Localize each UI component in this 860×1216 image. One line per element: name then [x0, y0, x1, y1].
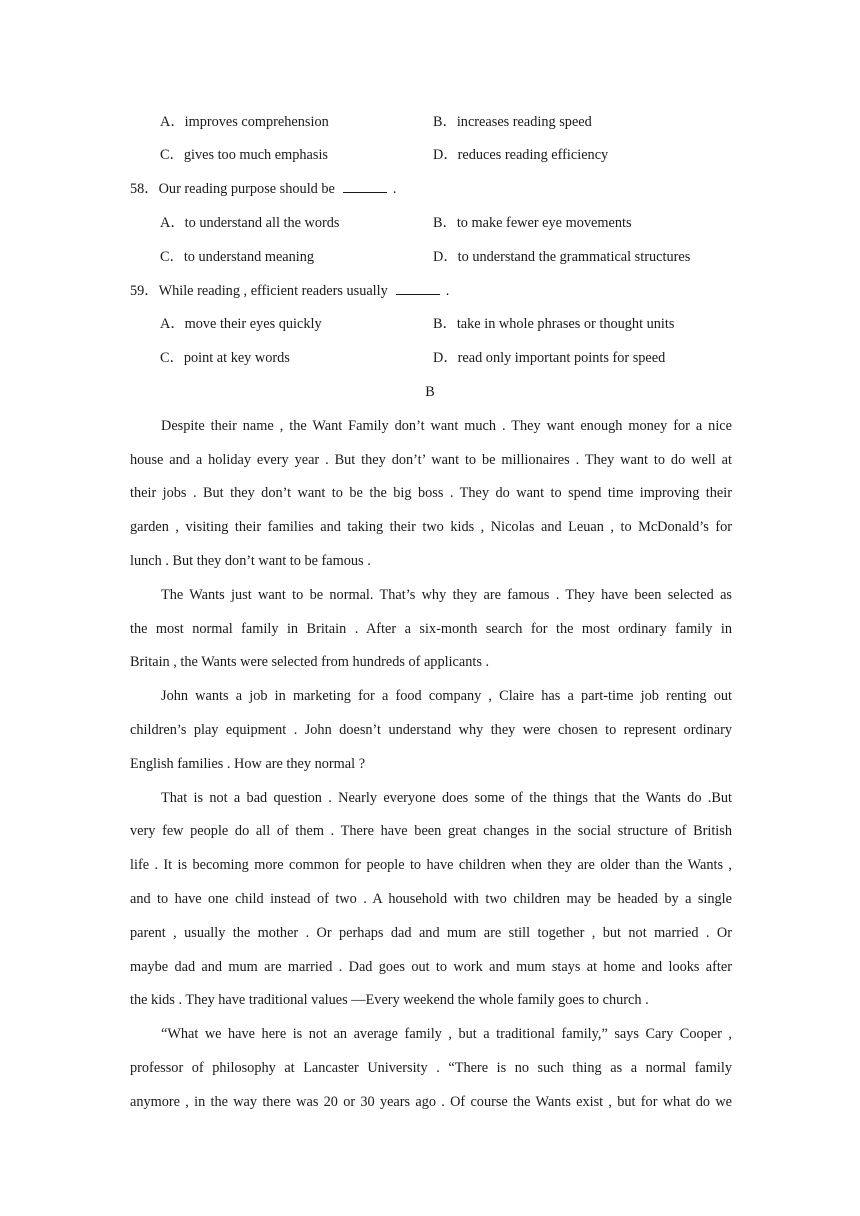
q59-options-row-2 — [160, 347, 760, 369]
q58-stem-end: . — [392, 181, 397, 197]
q59-option-a: A．move their eyes quickly — [160, 316, 322, 332]
section-heading-b: B — [425, 384, 435, 400]
q58-stem-text: 58．Our reading purpose should be — [130, 181, 335, 197]
passage-line: very few people do all of them . There have been great changes in the social structure of British — [130, 823, 732, 839]
passage-line: English families . How are they normal ? — [130, 756, 366, 772]
passage-line: anymore , in the way there was 20 or 30 years ago . Of course the Wants exist , but for what do we — [130, 1094, 732, 1110]
q57-option-d: D．reduces reading efficiency — [433, 147, 609, 163]
q59-options-row-1 — [160, 313, 760, 335]
q59-stem-end: . — [445, 283, 450, 299]
passage-line: lunch . But they don’t want to be famous . — [130, 553, 371, 569]
q59-option-d: D．read only important points for speed — [433, 350, 666, 366]
q59-stem-text: 59．While reading , efficient readers usually — [130, 283, 388, 299]
passage-line: the most normal family in Britain . After a six-month search for the most ordinary family in — [130, 621, 732, 637]
passage-line: maybe dad and mum are married . Dad goes out to work and mum stays at home and looks after — [130, 959, 732, 975]
q58-option-a: A．to understand all the words — [160, 215, 340, 231]
q57-options-row-2 — [160, 144, 760, 166]
q59-option-b: B．take in whole phrases or thought units — [433, 316, 675, 332]
passage-line: children’s play equipment . John doesn’t understand why they were chosen to represent ordinary — [130, 722, 732, 738]
passage-line: The Wants just want to be normal. That’s why they are famous . They have been selected as — [161, 587, 732, 603]
q58-options-row-2 — [160, 246, 760, 268]
passage-line: their jobs . But they don’t want to be the big boss . They do want to spend time improving their — [130, 485, 732, 501]
passage-line: house and a holiday every year . But they don’t’ want to be millionaires . They want to do well at — [130, 452, 732, 468]
q58-options-row-1 — [160, 212, 760, 234]
passage-line: life . It is becoming more common for people to have children when they are older than the Wants , — [130, 857, 732, 873]
passage-line: professor of philosophy at Lancaster University . “There is no such thing as a normal family — [130, 1060, 732, 1076]
q58-option-b: B．to make fewer eye movements — [433, 215, 632, 231]
passage-line: parent , usually the mother . Or perhaps dad and mum are still together , but not married . Or — [130, 925, 732, 941]
q58-option-c: C．to understand meaning — [160, 249, 315, 265]
q58-option-d: D．to understand the grammatical structures — [433, 249, 691, 265]
q58-answer-blank — [343, 178, 387, 193]
q59-stem — [130, 280, 449, 302]
passage-line: “What we have here is not an average family , but a traditional family,” says Cary Cooper , — [161, 1026, 732, 1042]
q58-stem — [130, 178, 396, 200]
passage-line: Despite their name , the Want Family don’t want much . They want enough money for a nice — [161, 418, 732, 434]
q59-answer-blank — [396, 280, 440, 295]
passage-line: the kids . They have traditional values —Every weekend the whole family goes to church . — [130, 992, 649, 1008]
passage-line: That is not a bad question . Nearly everyone does some of the things that the Wants do .But — [161, 790, 732, 806]
q57-options-row-1 — [160, 111, 760, 133]
q57-option-a: A．improves comprehension — [160, 114, 329, 130]
q59-option-c: C．point at key words — [160, 350, 290, 366]
passage-line: and to have one child instead of two . A household with two children may be headed by a single — [130, 891, 732, 907]
passage-line: Britain , the Wants were selected from hundreds of applicants . — [130, 654, 490, 670]
passage-line: John wants a job in marketing for a food company , Claire has a part-time job renting out — [161, 688, 732, 704]
q57-option-c: C．gives too much emphasis — [160, 147, 328, 163]
passage-line: garden , visiting their families and taking their two kids , Nicolas and Leuan , to McDonald’s for — [130, 519, 732, 535]
q57-option-b: B．increases reading speed — [433, 114, 592, 130]
